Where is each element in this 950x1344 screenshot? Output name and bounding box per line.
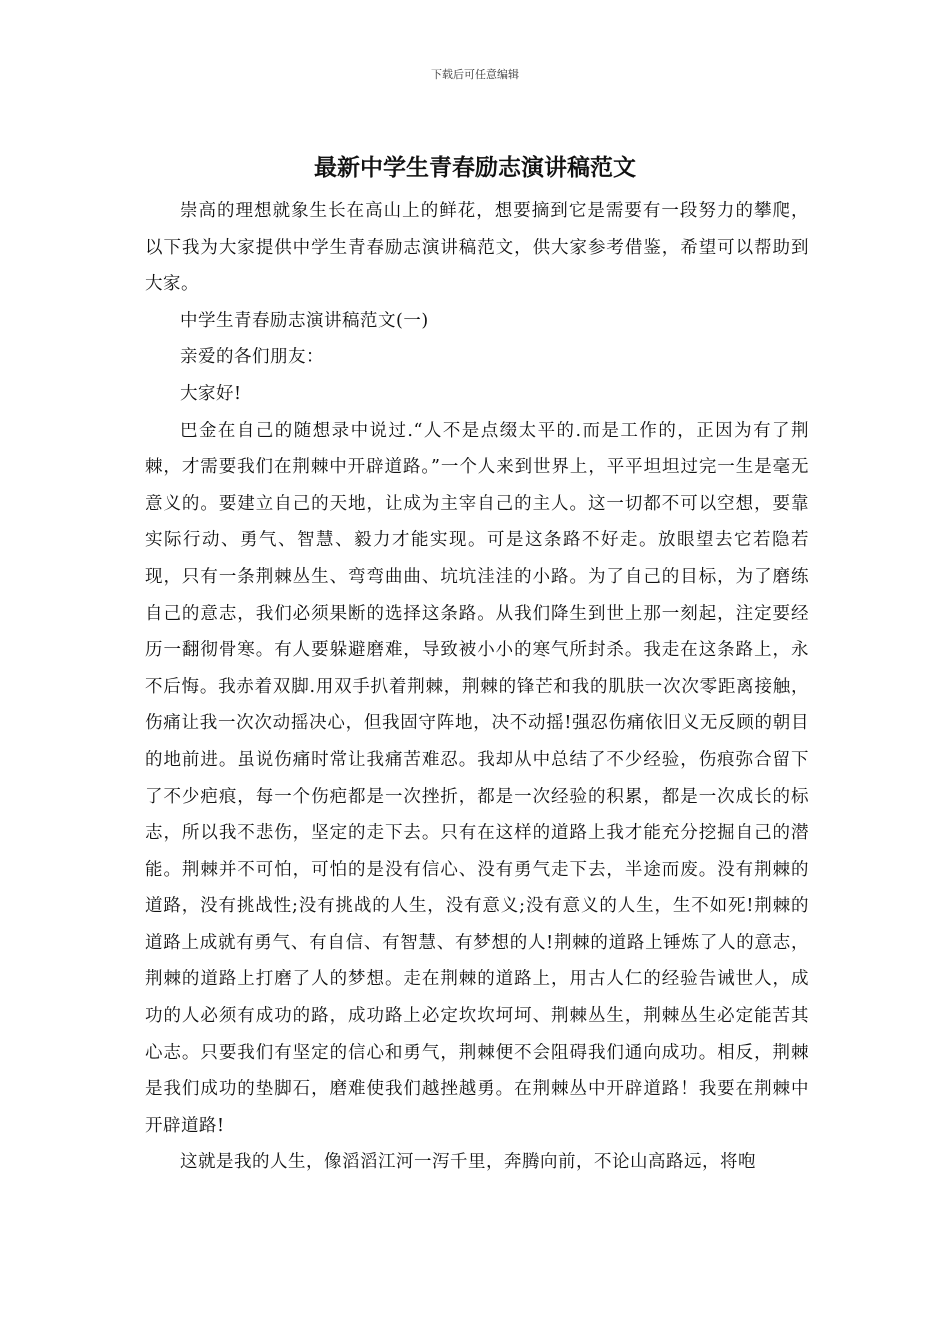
- body-paragraph: 巴金在自己的随想录中说过.“人不是点缀太平的.而是工作的，正因为有了荆棘，才需要我们在荆棘中开辟道路。”一个人来到世界上，平平坦坦过完一生是毫无意义的。要建立自己的天地，让成为主宰自己的主人。这一切都不可以空想，要靠实际行动、勇气、智慧、毅力才能实现。可是这条路不好走。放眼望去它若隐若现，只有一条荆棘丛生、弯弯曲曲、坑坑洼洼的小路。为了自己的目标，为了磨练自己的意志，我们必须果断的选择这条路。从我们降生到世上那一刻起，注定要经历一翻彻骨寒。有人要躲避磨难，导致被小小的寒气所封杀。我走在这条路上，永不后悔。我赤着双脚.用双手扒着荆棘，荆棘的锋芒和我的肌肤一次次零距离接触，伤痛让我一次次动摇决心，但我固守阵地，决不动摇!强忍伤痛依旧义无反顾的朝目的地前进。虽说伤痛时常让我痛苦难忍。我却从中总结了不少经验，伤痕弥合留下了不少疤痕，每一个伤疤都是一次挫折，都是一次经验的积累，都是一次成长的标志，所以我不悲伤，坚定的走下去。只有在这样的道路上我才能充分挖掘自己的潜能。荆棘并不可怕，可怕的是没有信心、没有勇气走下去，半途而废。没有荆棘的道路，没有挑战性;没有挑战的人生，没有意义;没有意义的人生，生不如死!荆棘的道路上成就有勇气、有自信、有智慧、有梦想的人!荆棘的道路上锤炼了人的意志，荆棘的道路上打磨了人的梦想。走在荆棘的道路上，用古人仁的经验告诫世人，成功的人必须有成功的路，成功路上必定坎坎坷坷、荆棘丛生，荆棘丛生必定能苦其心志。只要我们有坚定的信心和勇气，荆棘便不会阻碍我们通向成功。相反，荆棘是我们成功的垫脚石，磨难使我们越挫越勇。在荆棘丛中开辟道路！我要在荆棘中开辟道路!: [145, 420, 809, 1136]
- greeting: 大家好!: [180, 383, 242, 404]
- body-paragraph: 这就是我的人生，像滔滔江河一泻千里，奔腾向前，不论山高路远，将咆: [180, 1152, 756, 1173]
- salutation: 亲爱的各们朋友：: [180, 347, 324, 368]
- document-body: [145, 193, 809, 1181]
- header-note: 下载后可任意编辑: [431, 68, 519, 81]
- section-heading: 中学生青春励志演讲稿范文(一): [180, 310, 429, 331]
- intro-paragraph: 崇高的理想就象生长在高山上的鲜花，想要摘到它是需要有一段努力的攀爬，以下我为大家提供中学生青春励志演讲稿范文，供大家参考借鉴，希望可以帮助到大家。: [145, 201, 809, 295]
- document-title: 最新中学生青春励志演讲稿范文: [314, 154, 636, 181]
